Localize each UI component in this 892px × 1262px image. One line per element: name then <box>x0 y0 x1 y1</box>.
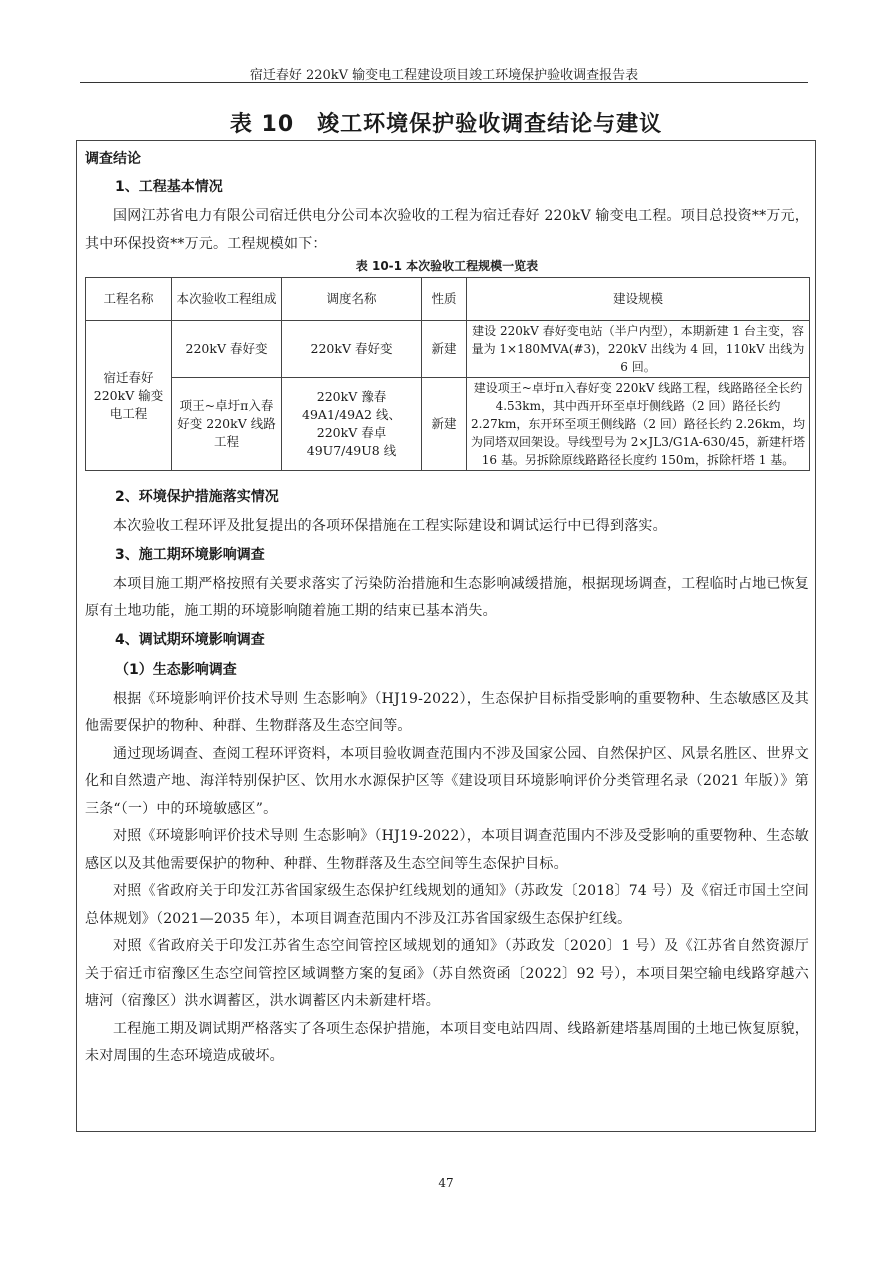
conclusion-content <box>85 147 809 1071</box>
section-heading-construction-impact: 3、施工期环境影响调查 <box>115 546 265 563</box>
header-nature: 性质 <box>422 278 467 321</box>
conclusion-label: 调查结论 <box>85 151 141 167</box>
dispatch-name-cell: 220kV 豫春 49A1/49A2 线、220kV 春卓 49U7/49U8 线 <box>282 378 422 471</box>
component-cell: 220kV 春好变 <box>172 321 282 378</box>
header-scale: 建设规模 <box>467 278 810 321</box>
header-project-name: 工程名称 <box>86 278 172 321</box>
ecology-paragraph: 对照《省政府关于印发江苏省国家级生态保护红线规划的通知》（苏政发〔2018〕74 号）及《宿迁市国土空间总体规划》（2021—2035 年），本项目调查范围内不涉及江苏省国家级生态保护红线。 <box>85 883 809 927</box>
section-heading-commissioning-impact: 4、调试期环境影响调查 <box>115 631 265 648</box>
ecology-paragraph: 工程施工期及调试期严格落实了各项生态保护措施，本项目变电站四周、线路新建塔基周围的土地已恢复原貌，未对周围的生态环境造成破坏。 <box>85 1020 809 1064</box>
section-heading-env-measures: 2、环境保护措施落实情况 <box>115 489 279 505</box>
nature-cell: 新建 <box>422 378 467 471</box>
ecology-paragraph: 对照《省政府关于印发江苏省生态空间管控区域规划的通知》（苏政发〔2020〕1 号）及《江苏省自然资源厅关于宿迁市宿豫区生态空间管控区域调整方案的复函》（苏自然资函〔2022〕92 号），本项目架空输电线路穿越六塘河（宿豫区）洪水调蓄区，洪水调蓄区内未新建杆塔。 <box>85 938 809 1009</box>
construction-impact-paragraph: 本项目施工期严格按照有关要求落实了污染防治措施和生态影响减缓措施，根据现场调查，工程临时占地已恢复原有土地功能，施工期的环境影响随着施工期的结束已基本消失。 <box>85 575 809 619</box>
ecology-paragraph: 根据《环境影响评价技术导则 生态影响》（HJ19-2022），生态保护目标指受影响的重要物种、生态敏感区及其他需要保护的物种、种群、生物群落及生态空间等。 <box>85 690 809 734</box>
header-rule <box>80 82 808 83</box>
ecology-paragraph: 对照《环境影响评价技术导则 生态影响》（HJ19-2022），本项目调查范围内不涉及受影响的重要物种、生态敏感区以及其他需要保护的物种、种群、生物群落及生态空间等生态保护目标。 <box>85 828 809 872</box>
header-component: 本次验收工程组成 <box>172 278 282 321</box>
header-dispatch-name: 调度名称 <box>282 278 422 321</box>
subsection-heading-ecology: （1）生态影响调查 <box>115 661 237 678</box>
ecology-paragraph: 通过现场调查、查阅工程环评资料，本项目验收调查范围内不涉及国家公园、自然保护区、风景名胜区、世界文化和自然遗产地、海洋特别保护区、饮用水水源保护区等《建设项目环境影响评价分类管理名录（2021 年版）》第三条“（一）中的环境敏感区”。 <box>85 745 809 817</box>
running-header: 宿迁春好 220kV 输变电工程建设项目竣工环境保护验收调查报告表 <box>249 68 639 83</box>
section-heading-project-basics: 1、工程基本情况 <box>115 179 223 195</box>
scale-cell: 建设 220kV 春好变电站（半户内型），本期新建 1 台主变，容量为 1×180MVA(#3)，220kV 出线为 4 回，110kV 出线为 6 回。 <box>467 321 810 378</box>
nature-cell: 新建 <box>422 321 467 378</box>
project-name-cell: 宿迁春好 220kV 输变电工程 <box>86 321 172 471</box>
component-cell: 项王~卓圩π入春好变 220kV 线路工程 <box>172 378 282 471</box>
table-row <box>86 378 810 471</box>
dispatch-name-cell: 220kV 春好变 <box>282 321 422 378</box>
conclusion-box <box>76 140 816 1132</box>
page-number: 47 <box>438 1176 454 1190</box>
page-title: 表 10 竣工环境保护验收调查结论与建议 <box>229 112 663 137</box>
project-basics-paragraph: 国网江苏省电力有限公司宿迁供电分公司本次验收的工程为宿迁春好 220kV 输变电工程。项目总投资**万元，其中环保投资**万元。工程规模如下： <box>85 208 809 252</box>
table-header-row <box>86 278 810 321</box>
table-row <box>86 321 810 378</box>
table-caption: 表 10-1 本次验收工程规模一览表 <box>355 259 539 273</box>
env-measures-paragraph: 本次验收工程环评及批复提出的各项环保措施在工程实际建设和调试运行中已得到落实。 <box>113 518 667 534</box>
project-scope-table <box>85 277 810 471</box>
scale-cell: 建设项王~卓圩π入春好变 220kV 线路工程，线路路径全长约 4.53km，其中西开环至卓圩侧线路（2 回）路径长约 2.27km，东开环至项王侧线路（2 回）路径长约 2.26km，均为同塔双回架设。导线型号为 2×JL3/G1A-630/45，新建杆塔 16 基。另拆除原线路路径长度约 150m，拆除杆塔 1 基。 <box>467 378 810 471</box>
